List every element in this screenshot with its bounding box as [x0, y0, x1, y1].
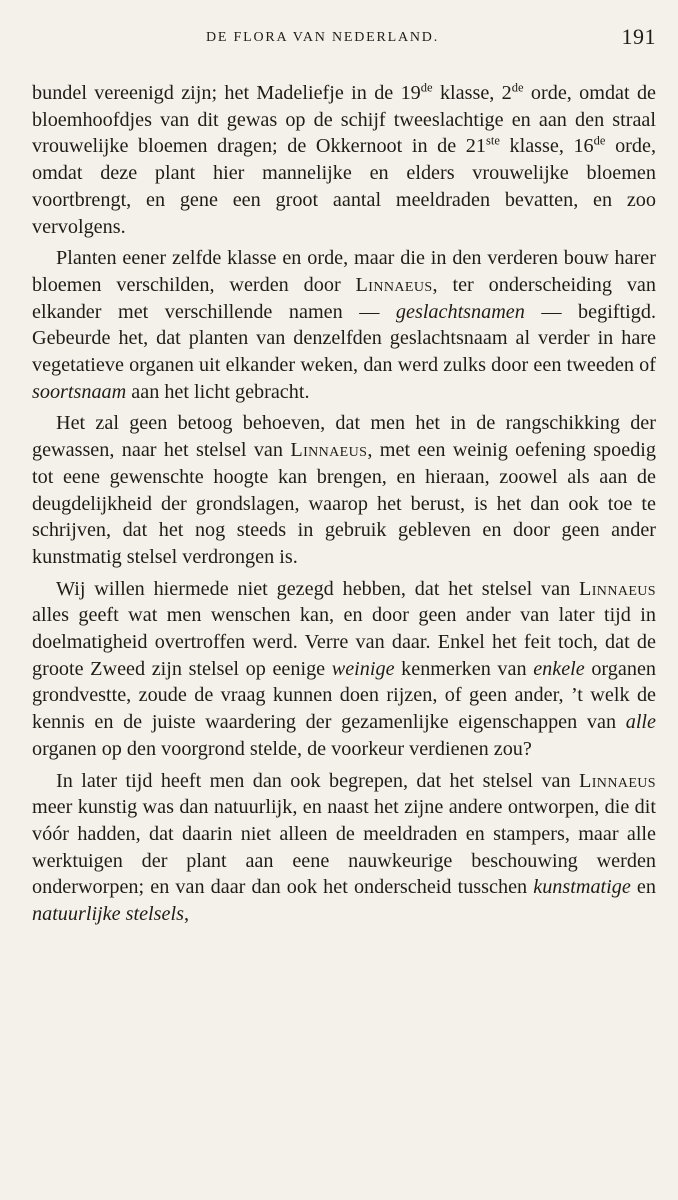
paragraph-4-text-5: organen op den voorgrond stelde, de voorkeur verdienen zou?	[32, 737, 532, 760]
paragraph-4-text-2: alles geeft wat men wenschen kan, en door geen ander van later tijd in doelmatigheid overtroffen werd. Verre van daar. Enkel het feit toch, dat de groote Zweed zijn stelsel op eenige	[32, 604, 656, 680]
paragraph-2-text-2: , ter onderscheiding van elkander met verschillende namen —	[32, 273, 656, 323]
ordinal-suffix-1: de	[420, 80, 433, 95]
paragraph-1-text-4: klasse, 16	[499, 135, 594, 158]
running-title: DE FLORA VAN NEDERLAND.	[206, 30, 440, 45]
italic-term-weinige: weinige	[331, 657, 395, 680]
paragraph-3-text-1: Het zal geen betoog behoeven, dat men het in de rangschikking der gewassen, naar het stelsel van	[32, 412, 656, 462]
italic-term-alle: alle	[625, 711, 656, 734]
paragraph-2-text-4: aan het licht gebracht.	[126, 380, 310, 403]
paragraph-2-text-3: — begiftigd. Gebeurde het, dat planten van denzelfden geslachtsnaam al verder in hare vegetatieve organen uit elkander weken, dan werd zulks door een tweeden of	[32, 300, 656, 377]
paragraph-4-text-4: organen grondvestte, zoude de vraag kunnen doen rijzen, of geen ander, ’t welk de kennis en de juiste waardering der gezamenlijke eigenschappen van	[32, 657, 656, 734]
paragraph-2	[32, 245, 656, 405]
paragraph-5	[32, 768, 656, 928]
paragraph-5-text-1: In later tijd heeft men dan ook begrepen, dat het stelsel van	[56, 769, 580, 792]
italic-term-geslachtsnamen: geslachtsnamen	[395, 300, 525, 323]
paragraph-1	[32, 80, 656, 240]
italic-term-enkele: enkele	[533, 657, 585, 680]
paragraph-1-text-1: bundel vereenigd zijn; het Madeliefje in de 19	[32, 82, 421, 104]
paragraph-1-text-3: orde, omdat de bloemhoofdjes van dit gewas op de schijf tweeslachtige en aan den straal vrouwelijke bloemen dragen; de Okkernoot in de 21	[32, 82, 657, 158]
italic-term-natuurlijke-stelsels: natuurlijke stelsels	[32, 903, 184, 926]
author-name: Linnaeus	[355, 273, 433, 296]
paragraph-4-text-1: Wij willen hiermede niet gezegd hebben, dat het stelsel van	[56, 577, 580, 600]
italic-term-soortsnaam: soortsnaam	[32, 380, 127, 403]
paragraph-5-text-2: meer kunstig was dan natuurlijk, en naast het zijne andere ontworpen, die dit vóór hadden, dat daarin niet alleen de meeldraden en stampers, maar alle werktuigen der plant aan eene nauwkeurige beschouwing werden onderworpen; en van daar dan ook het onderscheid tusschen	[32, 796, 656, 899]
page-number: 191	[621, 24, 656, 49]
paragraph-5-text-4: ,	[183, 903, 189, 926]
paragraph-4	[32, 576, 656, 763]
main-text	[32, 80, 656, 933]
paragraph-3	[32, 410, 656, 570]
book-page	[32, 22, 656, 1182]
ordinal-suffix-4: de	[593, 133, 606, 148]
paragraph-3-text-2: , met een weinig oefening spoedig tot eene gewenschte hoogte kan brengen, en hieraan, zoowel als aan de deugdelijkheid der grondslagen, waarop het berust, is het dan ook toe te schrijven, dat het nog steeds in gebruik gebleven en door geen ander kunstmatig stelsel verdrongen is.	[32, 439, 656, 568]
paragraph-1-text-2: klasse, 2	[432, 82, 512, 104]
ordinal-suffix-2: de	[511, 80, 524, 95]
running-header	[32, 22, 656, 62]
italic-term-kunstmatige: kunstmatige	[533, 876, 631, 899]
paragraph-1-text-5: orde, omdat deze plant hier mannelijke en elders vrouwelijke bloemen voortbrengt, en gene een groot aantal meeldraden bevatten, en zoo vervolgens.	[32, 135, 656, 238]
author-name: Linnaeus	[579, 769, 656, 792]
paragraph-5-text-3: en	[630, 876, 656, 899]
author-name: Linnaeus	[579, 577, 656, 600]
paragraph-2-text-1: Planten eener zelfde klasse en orde, maar die in den verderen bouw harer bloemen verschilden, werden door	[32, 247, 656, 296]
ordinal-suffix-3: ste	[485, 133, 500, 148]
paragraph-4-text-3: kenmerken van	[394, 657, 534, 680]
author-name: Linnaeus	[290, 439, 368, 462]
